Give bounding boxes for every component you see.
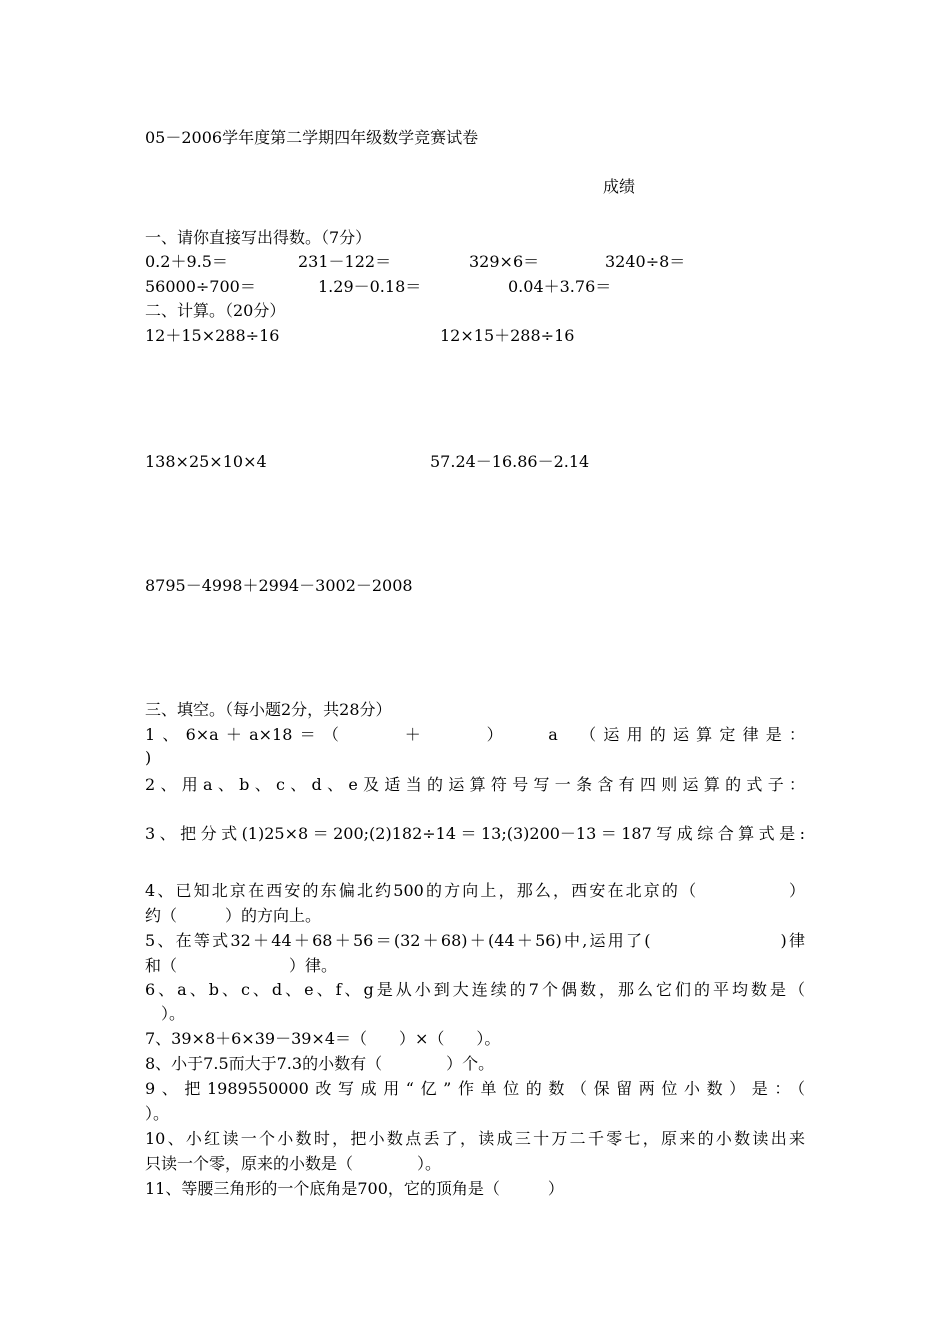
fill-blank-line: 9、把1989550000改写成用“亿”作单位的数（保留两位小数）是：（ xyxy=(145,1079,805,1098)
fill-blank-line: 5、在等式32＋44＋68＋56＝(32＋68)＋(44＋56)中,运用了( )律 xyxy=(145,931,805,950)
section1-item: 231－122＝ xyxy=(298,252,392,271)
section2-item: 8795－4998＋2994－3002－2008 xyxy=(145,576,413,595)
section2-item: 12＋15×288÷16 xyxy=(145,326,280,345)
exam-title: 05－2006学年度第二学期四年级数学竞赛试卷 xyxy=(145,128,479,147)
section2-heading: 二、计算。（20分） xyxy=(145,301,286,320)
fill-blank-line: 约（ ）的方向上。 xyxy=(145,906,322,925)
section1-item: 0.2＋9.5＝ xyxy=(145,252,228,271)
section1-item: 56000÷700＝ xyxy=(145,277,256,296)
fill-blank-line: 2、用a、b、c、d、e及适当的运算符号写一条含有四则运算的式子： xyxy=(145,775,805,794)
section2-item: 57.24－16.86－2.14 xyxy=(430,452,590,471)
fill-blank-line: ) xyxy=(145,748,152,767)
fill-blank-line: ）。 xyxy=(145,1104,170,1123)
fill-blank-line: 只读一个零，原来的小数是（ ）。 xyxy=(145,1154,442,1173)
section3-heading: 三、填空。（每小题2分，共28分） xyxy=(145,700,392,719)
section1-item: 3240÷8＝ xyxy=(605,252,686,271)
fill-blank-line: 10、小红读一个小数时，把小数点丢了，读成三十万二千零七，原来的小数读出来 xyxy=(145,1129,805,1148)
section1-item: 1.29－0.18＝ xyxy=(318,277,422,296)
fill-blank-line: 4、已知北京在西安的东偏北约500的方向上，那么，西安在北京的（ ） xyxy=(145,881,805,900)
fill-blank-line: 1、6×a＋a×18＝（ ＋ ） a （运用的运算定律是： xyxy=(145,725,805,744)
section1-item: 329×6＝ xyxy=(469,252,540,271)
fill-blank-line: 和（ ）律。 xyxy=(145,956,338,975)
fill-blank-line: 8、小于7.5而大于7.3的小数有（ ）个。 xyxy=(145,1054,495,1073)
section2-item: 12×15＋288÷16 xyxy=(440,326,575,345)
fill-blank-line: 3、把分式(1)25×8＝200;(2)182÷14＝13;(3)200－13＝187写成综合算式是: xyxy=(145,824,805,843)
fill-blank-line: 11、等腰三角形的一个底角是700，它的顶角是（ ） xyxy=(145,1179,564,1198)
fill-blank-line: 7、39×8＋6×39－39×4＝（ ）×（ ）。 xyxy=(145,1029,501,1048)
fill-blank-line: 6、a、b、c、d、e、f、g是从小到大连续的7个偶数，那么它们的平均数是（ xyxy=(145,980,805,999)
section2-item: 138×25×10×4 xyxy=(145,452,267,471)
fill-blank-line: ）。 xyxy=(145,1004,186,1023)
score-label: 成绩 xyxy=(603,177,636,196)
section1-heading: 一、请你直接写出得数。（7分） xyxy=(145,228,372,247)
section1-item: 0.04＋3.76＝ xyxy=(508,277,612,296)
